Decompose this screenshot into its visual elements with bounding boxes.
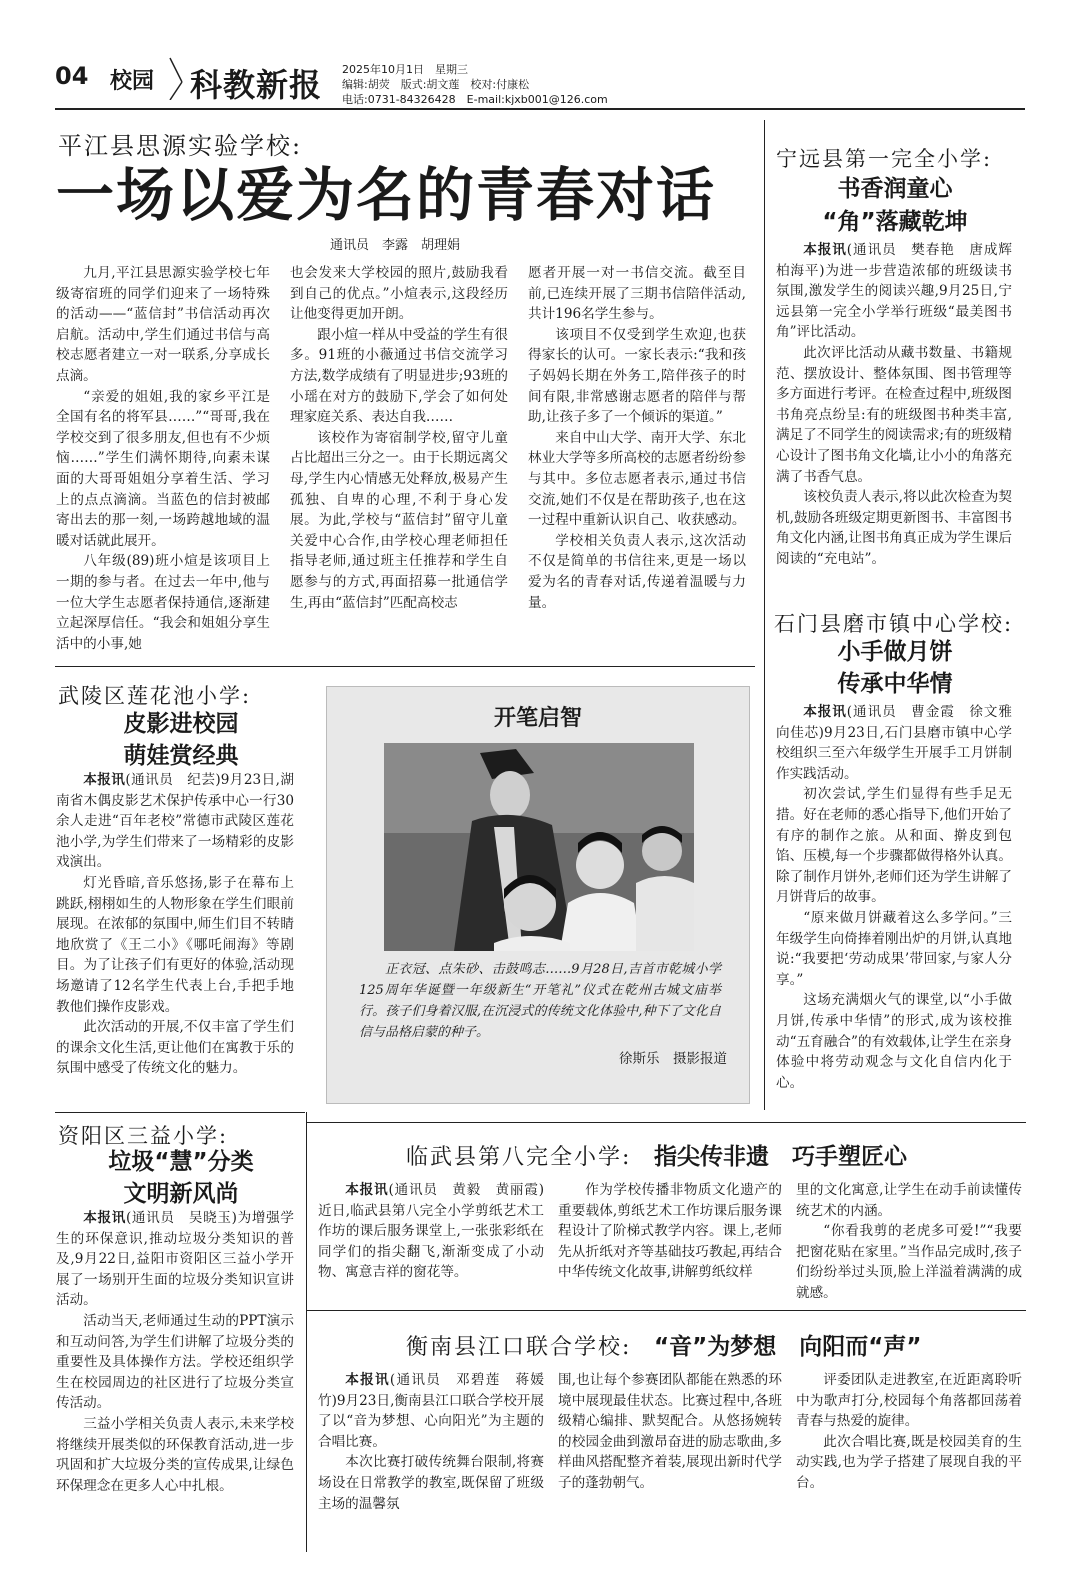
section-name: 校园 bbox=[110, 69, 155, 94]
paragraph: 八年级(89)班小煊是该项目上一期的参与者。在过去一年中,他与一位大学生志愿者保持通信,逐渐建立起深厚信任。“我会和姐姐分享生活中的小事,她 bbox=[56, 553, 270, 652]
left-mid-body bbox=[56, 770, 294, 1079]
paragraph: “原来做月饼藏着这么多学问。”三年级学生向倚捧着刚出炉的月饼,认真地说:“我要把‘劳动成果’带回家,与家人分享。” bbox=[776, 909, 1012, 988]
paragraph: 来自中山大学、南开大学、东北林业大学等多所高校的志愿者纷纷参与其中。多位志愿者表示,通过书信交流,她们不仅是在帮助孩子,也在这一过程中重新认识自己、收获感动。 bbox=[528, 429, 746, 529]
date-line: 2025年10月1日 星期三 bbox=[342, 63, 468, 76]
paragraph: 作为学校传播非物质文化遗产的重要载体,剪纸艺术工作坊课后服务课程设计了阶梯式教学内容。课上,老师先从折纸对齐等基础技巧教起,再结合中华传统文化故事,讲解剪纸纹样 bbox=[558, 1182, 782, 1281]
lead-label: 本报讯 bbox=[345, 1372, 390, 1388]
lead-label: 本报讯 bbox=[803, 242, 847, 258]
lead-title: 一场以爱为名的青春对话 bbox=[56, 161, 717, 229]
paragraph: “亲爱的姐姐,我的家乡平江是全国有名的将军县……”“哥哥,我在学校交到了很多朋友,但也有不少烦恼……”学生们满怀期待,向素未谋面的大哥哥姐姐分享着生活、学习上的点点滴滴。当蓝色的信封被邮寄出去的那一刻,一场跨越地域的温暖对话就此展开。 bbox=[56, 388, 270, 549]
bottom-low-pretitle: 衡南县江口联合学校: bbox=[406, 1335, 632, 1360]
caption-text: 正衣冠、点朱砂、击鼓鸣志……9月28日,吉首市乾城小学125周年华诞暨一年级新生“开笔礼”仪式在乾州古城文庙举行。孩子们身着汉服,在沉浸式的传统文化体验中,种下了文化自信与品格启蒙的种子。 bbox=[359, 962, 721, 1040]
paragraph: 该校负责人表示,将以此次检查为契机,鼓励各班级定期更新图书、丰富图书角文化内涵,让图书角真正成为学生课后阅读的“充电站”。 bbox=[776, 489, 1012, 567]
right-mid-pretitle: 石门县磨市镇中心学校: bbox=[774, 612, 1014, 636]
paragraph: 活动当天,老师通过生动的PPT演示和互动问答,为学生们讲解了垃圾分类的重要性及具体操作方法。学校还组织学生在校园周边的社区进行了垃圾分类宣传活动。 bbox=[56, 1312, 294, 1412]
paragraph: 也会发来大学校园的照片,鼓励我看到自己的优点。”小煊表示,这段经历让他变得更加开朗。 bbox=[290, 265, 508, 323]
paragraph: 初次尝试,学生们显得有些手足无措。好在老师的悉心指导下,他们开始了有序的制作之旅。从和面、擀皮到包馅、压模,每一个步骤都做得格外认真。除了制作月饼外,老师们还为学生讲解了月饼背后的故事。 bbox=[776, 786, 1012, 906]
paragraph: 该项目不仅受到学生欢迎,也获得家长的认可。一家长表示:“我和孩子妈妈长期在外务工,陪伴孩子的时间有限,非常感谢志愿者的陪伴与帮助,让孩子多了一个倾诉的渠道。” bbox=[528, 326, 746, 426]
paragraph: 此次合唱比赛,既是校园美育的生动实践,也为学子搭建了展现自我的平台。 bbox=[796, 1433, 1022, 1491]
contact-line: 电话:0731-84326428 E-mail:kjxb001@126.com bbox=[342, 93, 608, 106]
editors-line: 编辑:胡荧 版式:胡文莲 校对:付康松 bbox=[342, 78, 530, 91]
paragraph: 该校作为寄宿制学校,留守儿童占比超出三分之一。由于长期远离父母,学生内心情感无处释放,极易产生孤独、自卑的心理,不利于身心发展。为此,学校与“蓝信封”留守儿童关爱中心合作,由学校心理老师担任指导老师,通过班主任推荐和学生自愿参与的方式,再面招募一批通信学生,再由“蓝信封”匹配高校志 bbox=[290, 429, 508, 611]
lead-label: 本报讯 bbox=[345, 1182, 389, 1198]
header-slash-divider bbox=[166, 56, 186, 100]
right-top-title-2: “角”落藏乾坤 bbox=[822, 209, 968, 235]
left-mid-title-2: 萌娃赏经典 bbox=[123, 743, 239, 769]
lead-text: (通讯员 樊春艳 唐成辉 柏海平)为进一步营造浓郁的班级读书氛围,激发学生的阅读兴趣,9月25日,宁远县第一完全小学举行班级“最美图书角”评比活动。 bbox=[776, 242, 1026, 341]
right-mid-title-1: 小手做月饼 bbox=[837, 639, 953, 665]
paragraph: 愿者开展一对一书信交流。截至目前,已连续开展了三期书信陪伴活动,共计196名学生参与。 bbox=[528, 265, 746, 323]
right-top-body bbox=[776, 240, 1026, 570]
header-rule bbox=[55, 108, 1025, 110]
page-number: 04 bbox=[55, 62, 89, 90]
section-rule bbox=[55, 1112, 305, 1113]
left-bottom-title-2: 文明新风尚 bbox=[123, 1181, 239, 1207]
section-rule bbox=[55, 666, 755, 667]
lead-column-3 bbox=[528, 263, 746, 613]
ceremony-photo bbox=[384, 743, 694, 951]
paragraph: “你看我剪的老虎多可爱!”“我要把窗花贴在家里。”当作品完成时,孩子们纷纷举过头顶,脸上洋溢着满满的成就感。 bbox=[796, 1223, 1022, 1301]
left-mid-title-1: 皮影进校园 bbox=[123, 711, 239, 737]
photo-feature bbox=[326, 686, 750, 1104]
lead-label: 本报讯 bbox=[83, 1210, 126, 1226]
lead-label: 本报讯 bbox=[803, 704, 847, 720]
lead-label: 本报讯 bbox=[83, 772, 126, 788]
right-mid-title-2: 传承中华情 bbox=[837, 671, 953, 697]
lead-byline: 通讯员 李露 胡理娟 bbox=[330, 238, 461, 253]
paragraph: 九月,平江县思源实验学校七年级寄宿班的同学们迎来了一场特殊的活动——“蓝信封”书信活动再次启航。活动中,学生们通过书信与高校志愿者建立一对一联系,分享成长点滴。 bbox=[56, 265, 270, 384]
left-mid-pretitle: 武陵区莲花池小学: bbox=[58, 684, 252, 708]
lead-text: (通讯员 吴晓玉)为增强学生的环保意识,推动垃圾分类知识的普及,9月22日,益阳市资阳区三益小学开展了一场别开生面的垃圾分类知识宣讲活动。 bbox=[56, 1210, 295, 1309]
left-bottom-body bbox=[56, 1208, 294, 1496]
bottom-mid-col-3 bbox=[796, 1180, 1022, 1304]
lead-text: (通讯员 纪芸)9月23日,湖南省木偶皮影艺术保护传承中心一行30余人走进“百年老校”常德市武陵区莲花池小学,为学生们带来了一场精彩的皮影戏演出。 bbox=[56, 772, 295, 871]
section-rule bbox=[306, 1122, 1026, 1123]
lead-column-2 bbox=[290, 263, 508, 613]
paragraph: 此次评比活动从藏书数量、书籍规范、摆放设计、整体氛围、图书管理等多方面进行考评。在检查过程中,班级图书角亮点纷呈:有的班级图书种类丰富,满足了不同学生的阅读需求;有的班级精心设计了图书角文化墙,让小小的角落充满了书香气息。 bbox=[776, 344, 1012, 485]
paragraph: 灯光昏暗,音乐悠扬,影子在幕布上跳跃,栩栩如生的人物形象在学生们眼前展现。在浓郁的氛围中,师生们目不转睛地欣赏了《王二小》《哪吒闹海》等剧目。为了让孩子们有更好的体验,活动现场邀请了12名学生代表上台,手把手地教他们操作皮影戏。 bbox=[56, 874, 294, 1015]
lead-text: (通讯员 曹金霞 徐文雅 向佳芯)9月23日,石门县磨市镇中心学校组织三至六年级学生开展手工月饼制作实践活动。 bbox=[776, 704, 1026, 782]
column-divider bbox=[306, 1112, 307, 1552]
left-bottom-title-1: 垃圾“慧”分类 bbox=[108, 1149, 254, 1175]
bottom-low-col-2 bbox=[558, 1370, 782, 1494]
paragraph: 评委团队走进教室,在近距离聆听中为歌声打分,校园每个角落都回荡着青春与热爱的旋律。 bbox=[796, 1372, 1022, 1430]
lead-column-1 bbox=[56, 263, 270, 654]
photo-caption bbox=[359, 959, 721, 1043]
paragraph: 三益小学相关负责人表示,未来学校将继续开展类似的环保教育活动,进一步巩固和扩大垃圾分类的宣传成果,让绿色环保理念在更多人心中扎根。 bbox=[56, 1415, 294, 1494]
right-top-title-1: 书香润童心 bbox=[837, 176, 953, 202]
column-divider bbox=[764, 120, 765, 1110]
lead-pretitle: 平江县思源实验学校: bbox=[58, 132, 303, 160]
bottom-low-title: “音”为梦想 向阳而“声” bbox=[654, 1334, 922, 1360]
paragraph: 本次比赛打破传统舞台限制,将赛场设在日常教学的教室,既保留了班级主场的温馨氛 bbox=[318, 1454, 544, 1512]
bottom-mid-col-2 bbox=[558, 1180, 782, 1283]
paragraph: 跟小煊一样从中受益的学生有很多。91班的小薇通过书信交流学习方法,数学成绩有了明显进步;93班的小瑶在对方的鼓励下,学会了如何处理家庭关系、表达自我…… bbox=[290, 326, 508, 426]
left-bottom-pretitle: 资阳区三益小学: bbox=[58, 1124, 229, 1148]
paragraph: 此次活动的开展,不仅丰富了学生们的课余文化生活,更让他们在寓教于乐的氛围中感受了传统文化的魅力。 bbox=[56, 1019, 294, 1077]
section-rule bbox=[306, 1310, 1026, 1311]
paragraph: 里的文化寓意,让学生在动手前读懂传统艺术的内涵。 bbox=[796, 1182, 1022, 1219]
paragraph: 学校相关负责人表示,这次活动不仅是简单的书信往来,更是一场以爱为名的青春对话,传递着温暖与力量。 bbox=[528, 532, 746, 611]
right-top-pretitle: 宁远县第一完全小学: bbox=[776, 147, 993, 171]
bottom-mid-pretitle: 临武县第八完全小学: bbox=[406, 1145, 632, 1170]
right-mid-body bbox=[776, 702, 1026, 1093]
paper-name: 科教新报 bbox=[190, 66, 323, 104]
bottom-mid-title: 指尖传非遗 巧手塑匠心 bbox=[654, 1144, 907, 1170]
lead-text: (通讯员 邓碧莲 蒋媛竹)9月23日,衡南县江口联合学校开展了以“音为梦想、心向阳光”为主题的合唱比赛。 bbox=[318, 1372, 544, 1450]
lead-text: (通讯员 黄毅 黄丽霞)近日,临武县第八完全小学剪纸艺术工作坊的课后服务课堂上,一张张彩纸在同学们的指尖翻飞,渐渐变成了小动物、寓意吉祥的窗花等。 bbox=[318, 1182, 545, 1281]
paragraph: 围,也让每个参赛团队都能在熟悉的环境中展现最佳状态。比赛过程中,各班级精心编排、默契配合。从悠扬婉转的校园金曲到激昂奋进的励志歌曲,多样曲风搭配整齐着装,展现出新时代学子的蓬勃朝气。 bbox=[558, 1372, 782, 1491]
photo-credit: 徐斯乐 摄影报道 bbox=[619, 1051, 727, 1067]
paragraph: 这场充满烟火气的课堂,以“小手做月饼,传承中华情”的形式,成为该校推动“五育融合”的有效载体,让学生在亲身体验中将劳动观念与文化自信内化于心。 bbox=[776, 992, 1012, 1091]
bottom-mid-col-1 bbox=[318, 1180, 544, 1283]
bottom-low-col-1 bbox=[318, 1370, 544, 1514]
bottom-low-col-3 bbox=[796, 1370, 1022, 1494]
photo-title: 开笔启智 bbox=[493, 706, 582, 731]
